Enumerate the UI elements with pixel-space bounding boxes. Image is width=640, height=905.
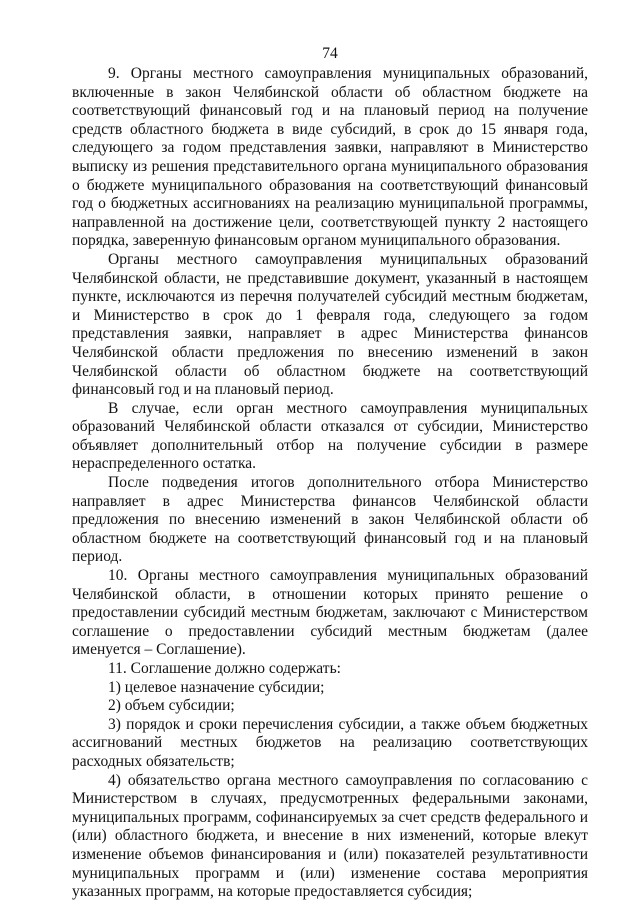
paragraph-9-exclusion: Органы местного самоуправления муниципальных образований Челябинской области, не представившие документ, указанный в настоящем пункте, исключаются из перечня получателей субсидий местным бюджетам, и Министерство в срок до 1 февраля года, следующего за годом представления заявки, направляет в адрес Министерства финансов Челябинской области предложения по внесению изменений в закон Челябинской области об областном бюджете на соответствующий финансовый год и на плановый период. (72, 250, 588, 399)
paragraph-9-refusal: В случае, если орган местного самоуправления муниципальных образований Челябинской области отказался от субсидии, Министерство объявляет дополнительный отбор на получение субсидии в размере нераспределенного остатка. (72, 399, 588, 473)
paragraph-10: 10. Органы местного самоуправления муниципальных образований Челябинской области, в отношении которых принято решение о предоставлении субсидий местным бюджетам, заключают с Министерством соглашение о предоставлении субсидий местным бюджетам (далее именуется – Соглашение). (72, 567, 588, 659)
list-item-1: 1) целевое назначение субсидии; (108, 678, 325, 696)
list-item-4: 4) обязательство органа местного самоуправления по согласованию с Министерством в случаях, предусмотренных федеральными законами, муниципальных программ, софинансируемых за счет средств федерального и (или) областного бюджета, и внесение в них изменений, которые влекут изменение объемов финансирования и (или) показателей результативности муниципальных программ и (или) изменение состава мероприятия указанных программ, на которые предоставляется субсидия; (72, 771, 588, 901)
document-body (72, 65, 588, 902)
list-item-2: 2) объем субсидии; (108, 697, 235, 715)
paragraph-9-additional-selection: После подведения итогов дополнительного отбора Министерство направляет в адрес Министерства финансов Челябинской области предложения по внесению изменений в закон Челябинской области об областном бюджете на соответствующий финансовый год и на плановый период. (72, 474, 588, 566)
paragraph-11: 11. Соглашение должно содержать: (108, 660, 341, 677)
paragraph-9: 9. Органы местного самоуправления муниципальных образований, включенные в закон Челябинской области об областном бюджете на соответствующий финансовый год и на плановый период на получение средств областного бюджета в виде субсидий, в срок до 15 января года, следующего за годом представления заявки, направляют в Министерство выписку из решения представительного органа муниципального образования о бюджете муниципального образования на соответствующий финансовый год о бюджетных ассигнованиях на реализацию муниципальной программы, направленной на достижение цели, соответствующей пункту 2 настоящего порядка, заверенную финансовым органом муниципального образования. (72, 65, 588, 250)
page-number: 74 (322, 45, 338, 62)
list-item-3: 3) порядок и сроки перечисления субсидии, а также объем бюджетных ассигнований местных бюджетов на реализацию соответствующих расходных обязательств; (72, 715, 588, 770)
